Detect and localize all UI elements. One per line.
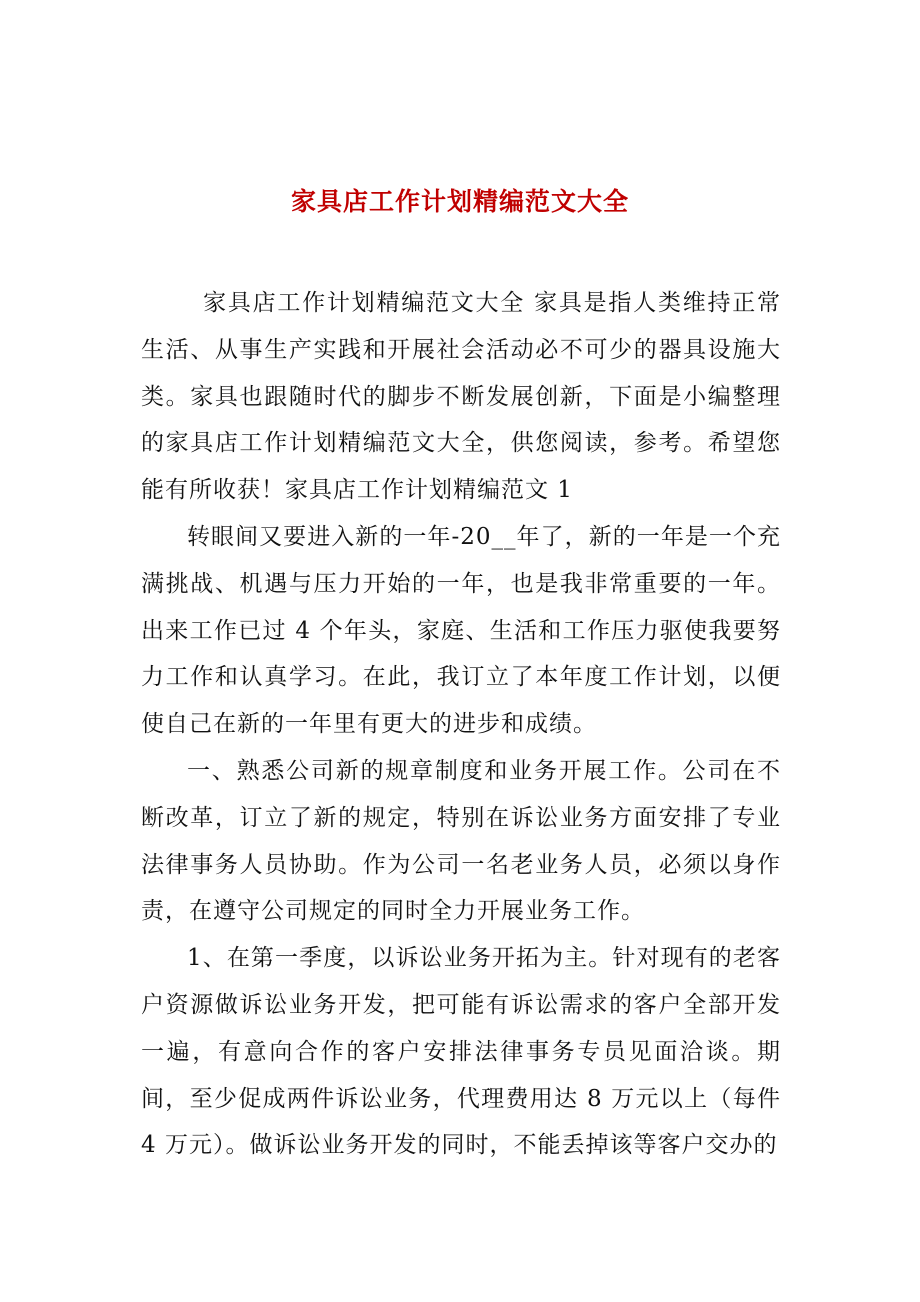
document-body bbox=[141, 280, 781, 1169]
document-title: 家具店工作计划精编范文大全 bbox=[290, 186, 629, 216]
intro-paragraph: 家具店工作计划精编范文大全 家具是指人类维持正常生活、从事生产实践和开展社会活动必不可少的器具设施大类。家具也跟随时代的脚步不断发展创新，下面是小编整理的家具店工作计划精编范文大全，供您阅读，参考。希望您能有所收获！家具店工作计划精编范文 1 bbox=[141, 290, 781, 504]
paragraph-section-one: 一、熟悉公司新的规章制度和业务开展工作。公司在不断改革，订立了新的规定，特别在诉讼业务方面安排了专业法律事务人员协助。作为公司一名老业务人员，必须以身作责，在遵守公司规定的同时全力开展业务工作。 bbox=[141, 757, 781, 925]
paragraph-new-year: 转眼间又要进入新的一年-20__年了，新的一年是一个充满挑战、机遇与压力开始的一年，也是我非常重要的一年。出来工作已过 4 个年头，家庭、生活和工作压力驱使我要努力工作和认真学习。在此，我订立了本年度工作计划，以便使自己在新的一年里有更大的进步和成绩。 bbox=[141, 523, 781, 738]
paragraph-item-one: 1、在第一季度，以诉讼业务开拓为主。针对现有的老客户资源做诉讼业务开发，把可能有诉讼需求的客户全部开发一遍，有意向合作的客户安排法律事务专员见面洽谈。期间，至少促成两件诉讼业务，代理费用达 8 万元以上（每件 4 万元）。做诉讼业务开发的同时，不能丢掉该等客户交办的 bbox=[141, 945, 781, 1159]
